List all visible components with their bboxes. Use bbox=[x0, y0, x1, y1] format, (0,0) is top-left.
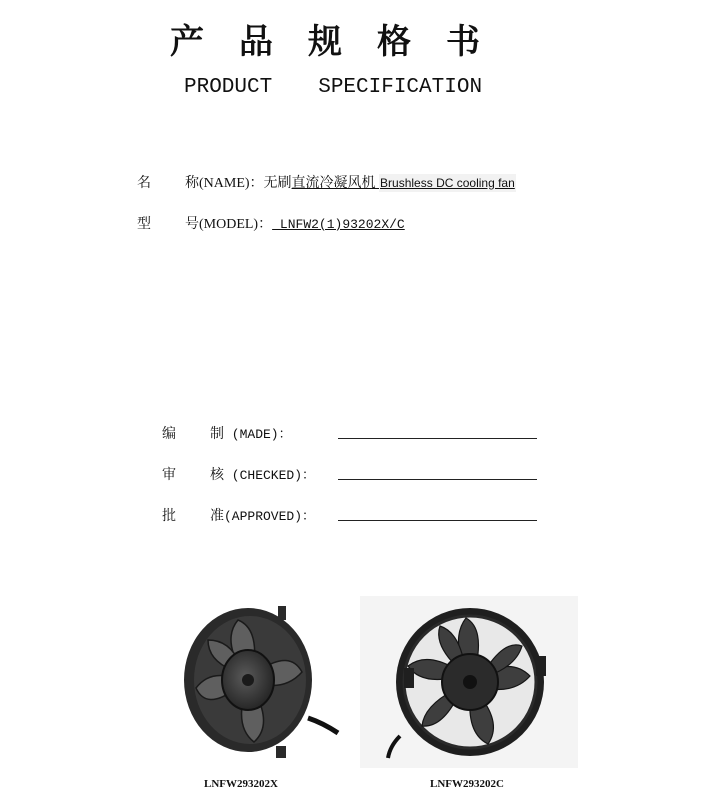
fan-photo-c bbox=[360, 596, 578, 768]
sig-char-2: 准 bbox=[210, 509, 224, 524]
title-word-specification: SPECIFICATION bbox=[318, 76, 483, 99]
fan-photo-x bbox=[168, 598, 340, 770]
model-value: LNFW2(1)93202X/C bbox=[272, 217, 405, 232]
name-label: 称(NAME)： bbox=[185, 176, 264, 191]
signature-line-approved[interactable] bbox=[338, 520, 537, 521]
title-english bbox=[184, 76, 482, 99]
name-value-cn-underlined bbox=[292, 176, 516, 191]
signature-made bbox=[162, 423, 292, 443]
fan-bracket bbox=[536, 656, 546, 676]
sig-label: (APPROVED)： bbox=[224, 509, 316, 524]
sig-char-1: 编 bbox=[162, 427, 176, 442]
name-value-cn: 无刷 bbox=[263, 176, 292, 191]
signature-line-made[interactable] bbox=[338, 438, 537, 439]
sig-label: (CHECKED)： bbox=[224, 468, 316, 483]
sig-label: (MADE)： bbox=[224, 427, 292, 442]
fan-caption-x: LNFW293202X bbox=[204, 778, 278, 790]
title-char: 书 bbox=[446, 22, 480, 62]
model-label: 号(MODEL)： bbox=[185, 217, 273, 232]
name-field bbox=[137, 172, 516, 192]
fan-caption-c: LNFW293202C bbox=[430, 778, 504, 790]
model-label-char: 型 bbox=[137, 217, 151, 232]
signature-approved bbox=[162, 505, 315, 525]
signature-line-checked[interactable] bbox=[338, 479, 537, 480]
sig-char-2: 核 bbox=[210, 468, 224, 483]
fan-hub bbox=[463, 675, 477, 689]
name-value-en: Brushless DC cooling fan bbox=[380, 176, 515, 190]
model-field bbox=[137, 213, 405, 233]
title-char: 产 bbox=[170, 22, 204, 62]
sig-char-1: 审 bbox=[162, 468, 176, 483]
fan-hub bbox=[242, 674, 254, 686]
fan-bracket bbox=[276, 746, 286, 758]
fan-bracket bbox=[404, 668, 414, 688]
title-char: 品 bbox=[239, 22, 273, 62]
title-char: 格 bbox=[377, 22, 411, 62]
fan-bracket bbox=[278, 606, 286, 620]
sig-char-1: 批 bbox=[162, 509, 176, 524]
fan-cable bbox=[308, 718, 338, 733]
title-char: 规 bbox=[308, 22, 342, 62]
title-chinese bbox=[170, 14, 515, 63]
name-label-char: 名 bbox=[137, 176, 151, 191]
name-value-cn-text: 直流冷凝风机 bbox=[291, 176, 380, 191]
signature-checked bbox=[162, 464, 315, 484]
title-word-product: PRODUCT bbox=[184, 76, 273, 99]
sig-char-2: 制 bbox=[210, 427, 224, 442]
